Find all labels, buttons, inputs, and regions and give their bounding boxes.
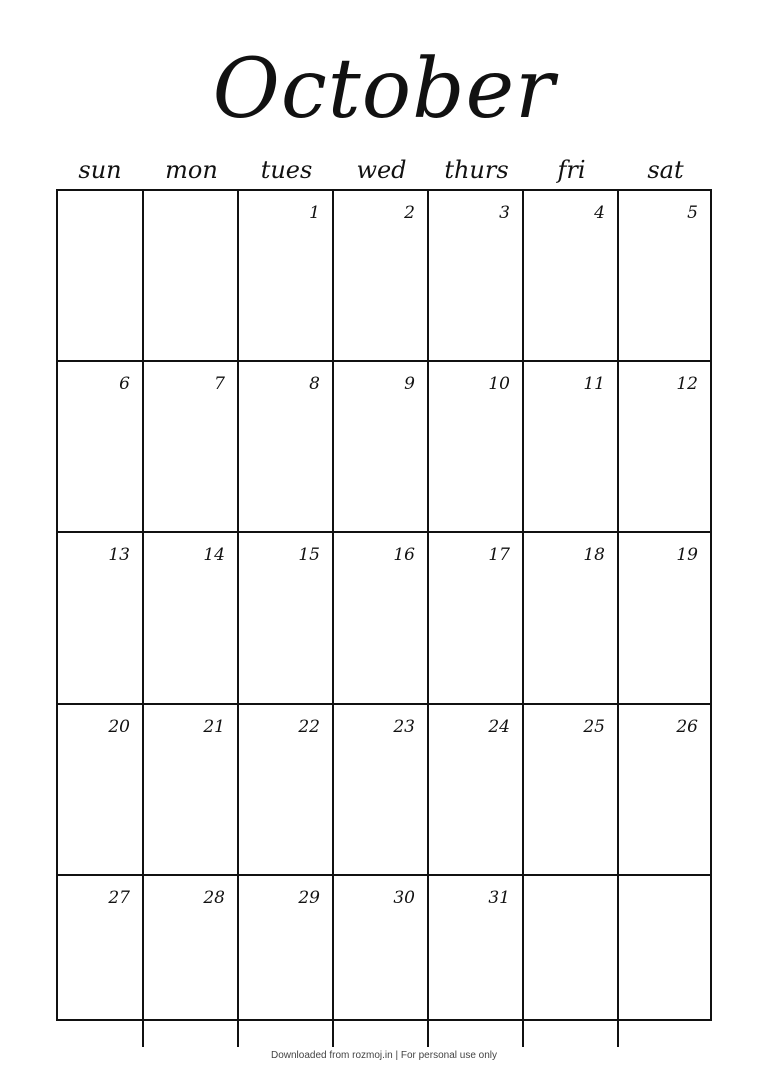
day-cell (619, 876, 710, 1047)
day-number: 3 (499, 203, 510, 223)
day-number: 10 (488, 374, 510, 395)
day-cell (524, 533, 619, 704)
day-cell (58, 362, 144, 533)
day-number: 1 (309, 203, 320, 223)
day-number: 25 (583, 716, 605, 737)
day-number: 21 (203, 716, 225, 737)
day-number: 22 (298, 716, 320, 737)
day-number: 19 (676, 545, 698, 566)
weekday-label: fri (557, 156, 586, 184)
day-number: 12 (676, 374, 698, 395)
day-cell (429, 362, 524, 533)
month-title: October (212, 42, 556, 137)
day-number: 31 (488, 887, 510, 908)
day-number: 14 (203, 545, 225, 566)
day-number: 29 (298, 887, 320, 908)
weekday-label: sat (647, 156, 684, 184)
day-cell (334, 191, 429, 362)
day-cell (239, 362, 334, 533)
day-number: 26 (676, 716, 698, 737)
day-cell (429, 705, 524, 876)
day-number: 24 (488, 716, 510, 737)
day-cell (334, 362, 429, 533)
day-number: 11 (583, 374, 605, 395)
day-number: 17 (488, 545, 510, 566)
day-number: 5 (687, 203, 698, 223)
footer-note: Downloaded from rozmoj.in | For personal use only (270, 1050, 498, 1061)
day-cell (239, 191, 334, 362)
day-number: 2 (404, 203, 415, 223)
day-cell (58, 705, 144, 876)
day-cell (429, 876, 524, 1047)
day-cell (524, 876, 619, 1047)
day-number: 13 (108, 545, 130, 566)
weekday-label: wed (356, 156, 407, 184)
day-cell (524, 362, 619, 533)
calendar-week-row (58, 362, 710, 533)
weekday-label: sun (78, 156, 122, 184)
day-number: 9 (404, 374, 415, 395)
day-cell (619, 705, 710, 876)
day-number: 7 (214, 374, 225, 395)
day-number: 30 (393, 887, 415, 908)
day-cell (144, 362, 239, 533)
weekday-header-row (56, 152, 712, 188)
weekday-label: tues (260, 156, 313, 184)
day-cell (524, 705, 619, 876)
day-number: 18 (583, 545, 605, 566)
day-cell (619, 533, 710, 704)
calendar-week-row (58, 191, 710, 362)
day-number: 8 (309, 374, 320, 395)
day-number: 4 (594, 203, 605, 223)
day-cell (334, 533, 429, 704)
calendar-week-row (58, 876, 710, 1047)
calendar-week-row (58, 705, 710, 876)
day-cell (58, 533, 144, 704)
day-cell (144, 191, 239, 362)
weekday-label: thurs (444, 156, 509, 184)
weekday-label: mon (165, 156, 218, 184)
day-cell (144, 533, 239, 704)
day-cell (58, 876, 144, 1047)
day-cell (524, 191, 619, 362)
day-cell (619, 362, 710, 533)
day-cell (144, 876, 239, 1047)
day-cell (239, 705, 334, 876)
day-cell (429, 191, 524, 362)
day-cell (334, 876, 429, 1047)
day-number: 28 (203, 887, 225, 908)
day-cell (239, 533, 334, 704)
day-number: 20 (108, 716, 130, 737)
day-cell (58, 191, 144, 362)
day-cell (239, 876, 334, 1047)
calendar-grid (56, 189, 712, 1021)
day-number: 27 (108, 887, 130, 908)
day-cell (334, 705, 429, 876)
day-number: 16 (393, 545, 415, 566)
day-number: 15 (298, 545, 320, 566)
calendar-week-row (58, 533, 710, 704)
day-cell (429, 533, 524, 704)
day-number: 23 (393, 716, 415, 737)
day-cell (144, 705, 239, 876)
day-number: 6 (119, 374, 130, 395)
day-cell (619, 191, 710, 362)
